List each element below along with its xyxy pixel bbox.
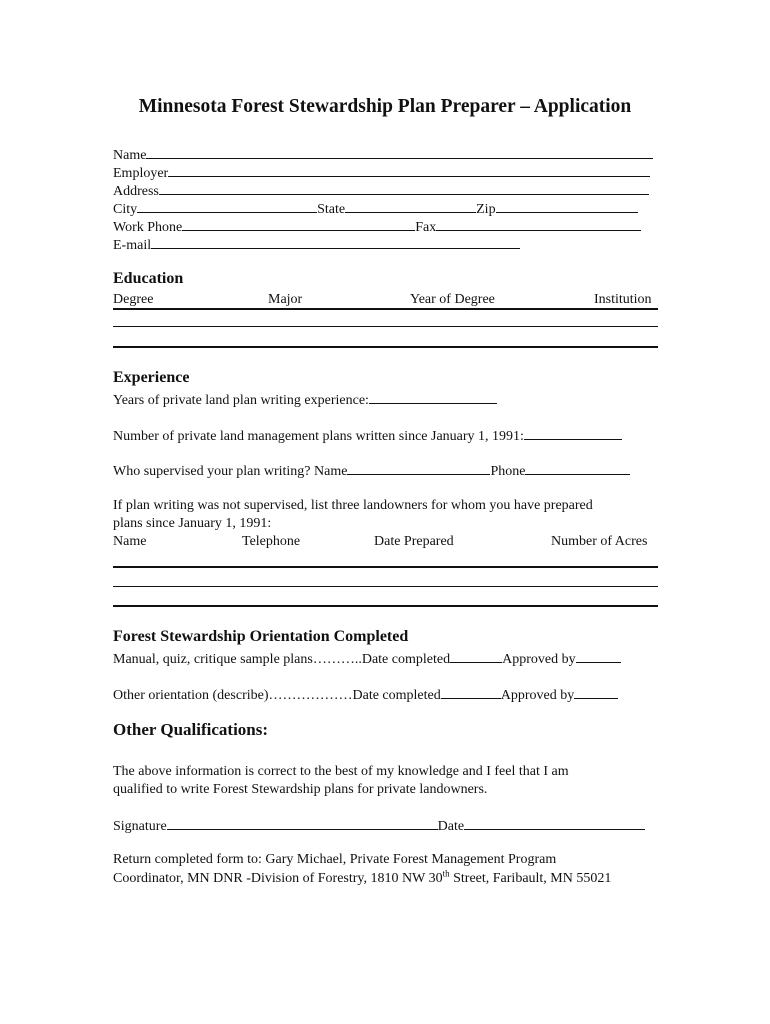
years-field[interactable] bbox=[369, 390, 497, 404]
certification-text-2: qualified to write Forest Stewardship plans for private landowners. bbox=[113, 782, 488, 797]
state-field[interactable] bbox=[345, 199, 476, 213]
city-field[interactable] bbox=[137, 199, 317, 213]
orientation-row-1-date-field[interactable] bbox=[450, 649, 502, 663]
landowner-col-telephone: Telephone bbox=[242, 534, 301, 549]
ordinal-suffix: th bbox=[442, 868, 450, 879]
name-field[interactable] bbox=[146, 145, 653, 159]
email-row bbox=[113, 235, 520, 254]
landowner-col-acres: Number of Acres bbox=[551, 534, 648, 549]
zip-field[interactable] bbox=[496, 199, 638, 213]
plans-count-field[interactable] bbox=[524, 426, 622, 440]
address-row bbox=[113, 181, 649, 200]
education-entry-line[interactable] bbox=[113, 346, 658, 348]
return-address-part-2: Street, Faribault, MN 55021 bbox=[449, 871, 612, 886]
fax-label: Fax bbox=[415, 220, 437, 235]
plans-count-label: Number of private land management plans written since January 1, 1991: bbox=[113, 429, 524, 444]
return-text-2 bbox=[113, 870, 611, 887]
employer-label: Employer bbox=[113, 166, 169, 181]
address-field[interactable] bbox=[159, 181, 649, 195]
signature-date-label: Date bbox=[437, 819, 465, 834]
landowner-entry-line[interactable] bbox=[113, 566, 658, 568]
landowner-entry-line[interactable] bbox=[113, 605, 658, 607]
state-label: State bbox=[317, 202, 346, 217]
education-heading: Education bbox=[113, 270, 184, 287]
name-label: Name bbox=[113, 148, 147, 163]
orientation-row-2-label: Other orientation (describe)………………Date completed bbox=[113, 688, 441, 703]
unsupervised-text-2: plans since January 1, 1991: bbox=[113, 516, 272, 531]
work-phone-field[interactable] bbox=[182, 217, 415, 231]
phone-fax-row bbox=[113, 217, 641, 236]
orientation-row-2-date-field[interactable] bbox=[441, 685, 501, 699]
education-col-institution: Institution bbox=[594, 292, 652, 307]
employer-row bbox=[113, 163, 650, 182]
signature-date-field[interactable] bbox=[464, 816, 645, 830]
signature-label: Signature bbox=[113, 819, 167, 834]
landowner-col-date: Date Prepared bbox=[374, 534, 454, 549]
return-text-1: Return completed form to: Gary Michael, Private Forest Management Program bbox=[113, 852, 557, 867]
supervisor-row bbox=[113, 461, 630, 480]
education-col-year: Year of Degree bbox=[410, 292, 495, 307]
signature-field[interactable] bbox=[167, 816, 438, 830]
address-label: Address bbox=[113, 184, 159, 199]
work-phone-label: Work Phone bbox=[113, 220, 183, 235]
plans-count-row bbox=[113, 426, 622, 445]
supervisor-phone-label: Phone bbox=[490, 464, 526, 479]
return-address-part-1: Coordinator, MN DNR -Division of Forestry, 1810 NW 30 bbox=[113, 871, 443, 886]
landowner-col-name: Name bbox=[113, 534, 147, 549]
years-row bbox=[113, 390, 497, 409]
orientation-row-1-label: Manual, quiz, critique sample plans………..Date completed bbox=[113, 652, 451, 667]
page-title: Minnesota Forest Stewardship Plan Preparer – Application bbox=[138, 96, 632, 117]
orientation-row-2-approved-field[interactable] bbox=[574, 685, 618, 699]
orientation-row-1-approved-field[interactable] bbox=[576, 649, 621, 663]
zip-label: Zip bbox=[476, 202, 496, 217]
name-row bbox=[113, 145, 653, 164]
experience-heading: Experience bbox=[113, 369, 190, 386]
certification-text-1: The above information is correct to the best of my knowledge and I feel that I am bbox=[113, 764, 569, 779]
other-qualifications-heading: Other Qualifications: bbox=[113, 720, 269, 739]
signature-row bbox=[113, 816, 645, 835]
orientation-row-2 bbox=[113, 685, 618, 704]
email-label: E-mail bbox=[113, 238, 152, 253]
education-col-degree: Degree bbox=[113, 292, 154, 307]
supervisor-phone-field[interactable] bbox=[525, 461, 630, 475]
orientation-row-1 bbox=[113, 649, 621, 668]
education-entry-line[interactable] bbox=[113, 326, 658, 327]
email-field[interactable] bbox=[151, 235, 520, 249]
city-label: City bbox=[113, 202, 138, 217]
education-col-major: Major bbox=[268, 292, 303, 307]
orientation-heading: Forest Stewardship Orientation Completed bbox=[113, 628, 409, 645]
approved-by-label: Approved by bbox=[500, 688, 575, 703]
employer-field[interactable] bbox=[168, 163, 650, 177]
approved-by-label: Approved by bbox=[502, 652, 576, 667]
unsupervised-text-1: If plan writing was not supervised, list three landowners for whom you have prepared bbox=[113, 498, 593, 513]
city-state-zip-row bbox=[113, 199, 638, 218]
years-label: Years of private land plan writing experience: bbox=[113, 393, 369, 408]
landowner-entry-line[interactable] bbox=[113, 586, 658, 587]
supervisor-name-field[interactable] bbox=[347, 461, 490, 475]
fax-field[interactable] bbox=[436, 217, 641, 231]
supervisor-label: Who supervised your plan writing? Name bbox=[113, 464, 348, 479]
education-header-rule bbox=[113, 308, 658, 310]
